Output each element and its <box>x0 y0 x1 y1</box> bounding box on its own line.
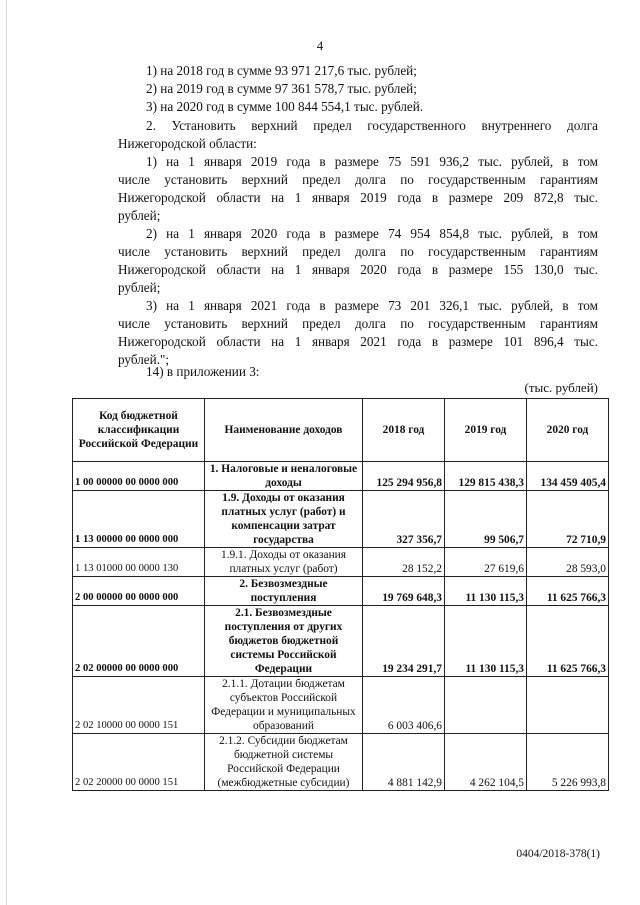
row-value-2019: 11 130 115,3 <box>445 606 527 677</box>
row-value-2018: 19 234 291,7 <box>363 606 445 677</box>
paragraph-2019-limit-l4: рублей; <box>118 208 161 223</box>
header-code: Код бюджетной классификации Российской Федерации <box>73 399 205 462</box>
document-code: 0404/2018-378(1) <box>516 848 600 860</box>
row-code: 2 02 00000 00 0000 000 <box>73 606 205 677</box>
paragraph-appendix-3: 14) в приложении 3: <box>146 364 260 379</box>
paragraph-2020-limit-l1: 2) на 1 января 2020 года в размере 74 954 854,8 тыс. рублей, в том <box>146 226 598 241</box>
row-value-2020: 5 226 993,8 <box>527 734 609 791</box>
row-value-2019: 4 262 104,5 <box>445 734 527 791</box>
revenue-table <box>72 398 609 791</box>
row-code: 2 02 10000 00 0000 151 <box>73 677 205 734</box>
row-value-2018: 4 881 142,9 <box>363 734 445 791</box>
row-value-2020 <box>527 677 609 734</box>
header-2020: 2020 год <box>527 399 609 462</box>
row-value-2020: 11 625 766,3 <box>527 577 609 606</box>
row-name: 2. Безвозмездные поступления <box>205 577 363 606</box>
row-value-2020: 28 593,0 <box>527 548 609 577</box>
row-value-2019: 99 506,7 <box>445 491 527 548</box>
row-value-2019: 11 130 115,3 <box>445 577 527 606</box>
row-value-2020: 11 625 766,3 <box>527 606 609 677</box>
paragraph-2019-limit-l3: Нижегородской области на 1 января 2019 года в размере 209 872,8 тыс. <box>118 190 598 205</box>
row-value-2020: 72 710,9 <box>527 491 609 548</box>
row-name: 1.9. Доходы от оказания платных услуг (работ) и компенсации затрат государства <box>205 491 363 548</box>
row-name: 2.1.1. Дотации бюджетам субъектов Российской Федерации и муниципальных образований <box>205 677 363 734</box>
row-value-2020: 134 459 405,4 <box>527 462 609 491</box>
row-code: 2 00 00000 00 0000 000 <box>73 577 205 606</box>
row-code: 1 13 00000 00 0000 000 <box>73 491 205 548</box>
paragraph-debt-limit-l2: Нижегородской области: <box>118 136 257 151</box>
table-row <box>73 606 609 677</box>
table-row <box>73 734 609 791</box>
row-name: 2.1.2. Субсидии бюджетам бюджетной системы Российской Федерации (межбюджетные субсидии) <box>205 734 363 791</box>
row-value-2019 <box>445 677 527 734</box>
row-value-2018: 125 294 956,8 <box>363 462 445 491</box>
paragraph-2020-limit-l3: Нижегородской области на 1 января 2020 года в размере 155 130,0 тыс. <box>118 262 598 277</box>
paragraph-2021-limit-l2: числе установить верхний предел долга по государственным гарантиям <box>118 316 598 331</box>
paragraph-debt-limit-l1: 2. Установить верхний предел государственного внутреннего долга <box>146 118 598 133</box>
table-row <box>73 462 609 491</box>
table-row <box>73 491 609 548</box>
paragraph-2018: 1) на 2018 год в сумме 93 971 217,6 тыс. рублей; <box>146 63 417 78</box>
paragraph-2020-limit-l4: рублей; <box>118 280 161 295</box>
paragraph-2020: 3) на 2020 год в сумме 100 844 554,1 тыс. рублей. <box>146 99 424 114</box>
row-value-2019: 129 815 438,3 <box>445 462 527 491</box>
table-row <box>73 548 609 577</box>
paragraph-2020-limit-l2: числе установить верхний предел долга по государственным гарантиям <box>118 244 598 259</box>
row-name: 1. Налоговые и неналоговые доходы <box>205 462 363 491</box>
row-code: 1 13 01000 00 0000 130 <box>73 548 205 577</box>
paragraph-2019-limit-l1: 1) на 1 января 2019 года в размере 75 591 936,2 тыс. рублей, в том <box>146 154 598 169</box>
row-value-2018: 6 003 406,6 <box>363 677 445 734</box>
page-number: 4 <box>316 38 324 53</box>
row-code: 1 00 00000 00 0000 000 <box>73 462 205 491</box>
row-code: 2 02 20000 00 0000 151 <box>73 734 205 791</box>
paragraph-2021-limit-l4: рублей."; <box>118 352 170 367</box>
row-value-2018: 28 152,2 <box>363 548 445 577</box>
header-2018: 2018 год <box>363 399 445 462</box>
table-header-row <box>73 399 609 462</box>
row-value-2019: 27 619,6 <box>445 548 527 577</box>
row-name: 1.9.1. Доходы от оказания платных услуг (работ) <box>205 548 363 577</box>
table-row <box>73 577 609 606</box>
paragraph-2021-limit-l1: 3) на 1 января 2021 года в размере 73 201 326,1 тыс. рублей, в том <box>146 298 598 313</box>
row-value-2018: 327 356,7 <box>363 491 445 548</box>
row-name: 2.1. Безвозмездные поступления от других бюджетов бюджетной системы Российской Федерации <box>205 606 363 677</box>
paragraph-2019: 2) на 2019 год в сумме 97 361 578,7 тыс. рублей; <box>146 81 417 96</box>
row-value-2018: 19 769 648,3 <box>363 577 445 606</box>
paragraph-2021-limit-l3: Нижегородской области на 1 января 2021 года в размере 101 896,4 тыс. <box>118 334 598 349</box>
units-label: (тыс. рублей) <box>524 380 598 395</box>
scan-edge <box>6 0 7 905</box>
paragraph-2019-limit-l2: числе установить верхний предел долга по государственным гарантиям <box>118 172 598 187</box>
header-2019: 2019 год <box>445 399 527 462</box>
table-row <box>73 677 609 734</box>
header-name: Наименование доходов <box>205 399 363 462</box>
